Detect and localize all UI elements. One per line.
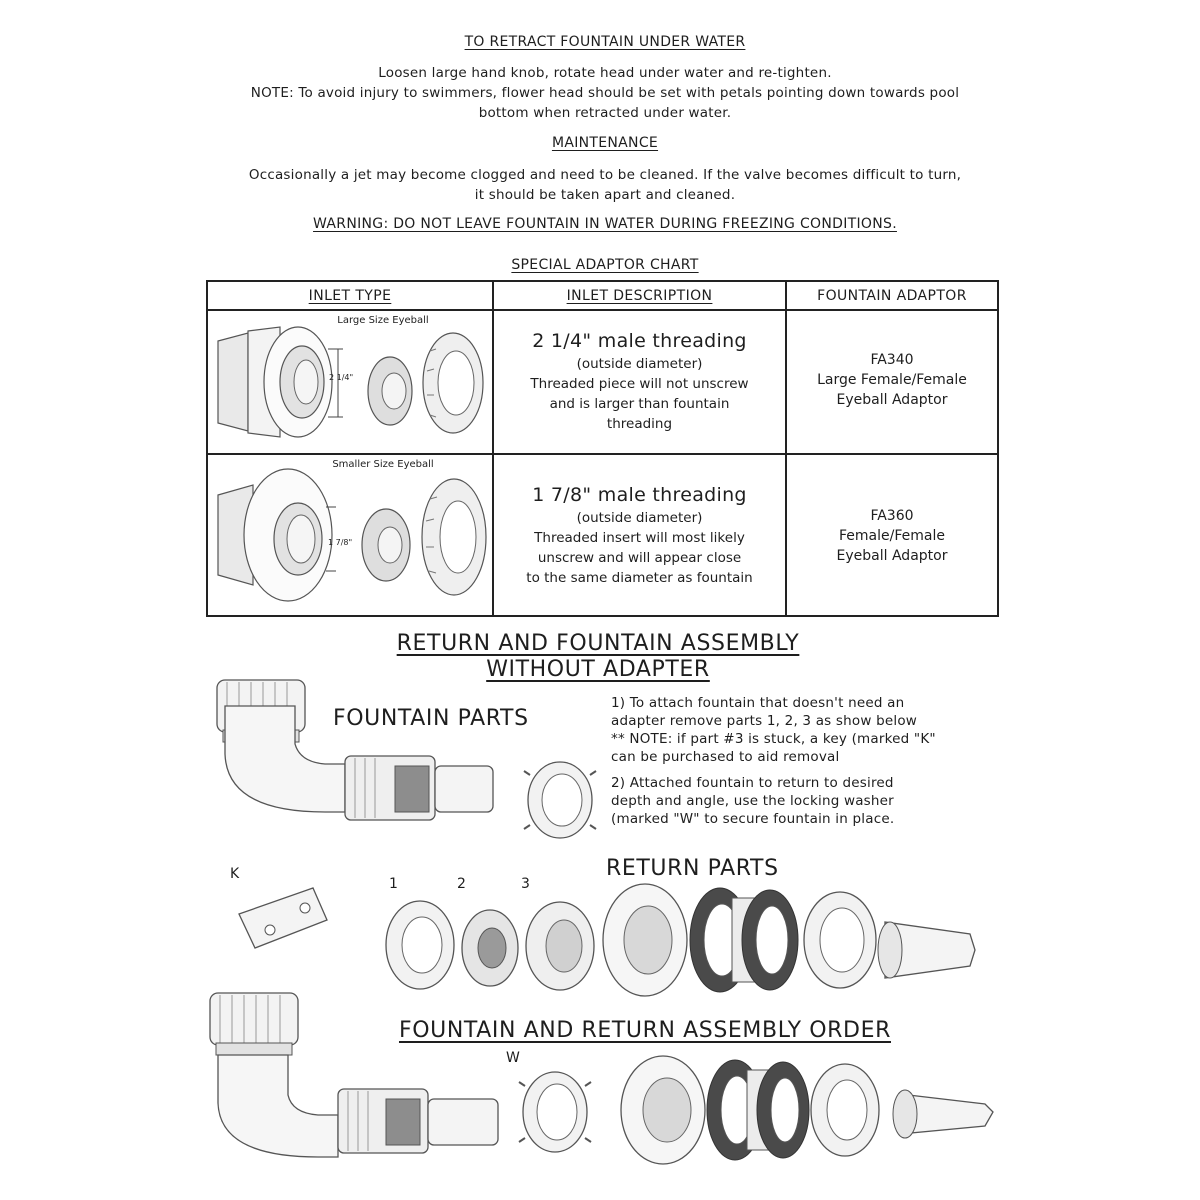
row2-desc-title: 1 7/8" male threading <box>532 484 747 506</box>
row2-desc-sub: (outside diameter) <box>576 510 703 526</box>
smaller-eyeball-image <box>208 455 492 615</box>
row1-desc-sub: (outside diameter) <box>576 356 703 372</box>
assembly-title-line1: RETURN AND FOUNTAIN ASSEMBLY <box>396 631 800 656</box>
part-1-label: 1 <box>389 876 398 892</box>
header-fountain-adaptor: FOUNTAIN ADAPTOR <box>817 288 967 304</box>
adaptor-chart-table <box>206 280 999 617</box>
locking-washer-illustration <box>520 755 600 845</box>
maintenance-heading: MAINTENANCE <box>551 135 659 151</box>
retract-note-line1: NOTE: To avoid injury to swimmers, flower head should be set with petals pointing down towards pool <box>250 85 960 101</box>
adaptor-name: Eyeball Adaptor <box>836 392 948 408</box>
image-caption: Large Size Eyeball <box>337 315 429 326</box>
fountain-parts-label: FOUNTAIN PARTS <box>333 706 529 731</box>
adaptor-model: FA360 <box>870 508 914 524</box>
image-caption: Smaller Size Eyeball <box>332 459 434 470</box>
retract-instruction: Loosen large hand knob, rotate head under water and re-tighten. <box>378 65 832 81</box>
instruction-line: 1) To attach fountain that doesn't need an <box>611 695 905 711</box>
bottom-fountain-illustration <box>200 985 510 1165</box>
large-eyeball-parts-illustration <box>208 311 492 453</box>
part-3-label: 3 <box>521 876 530 892</box>
part-2-label: 2 <box>457 876 466 892</box>
row1-desc-line: and is larger than fountain <box>549 396 730 412</box>
row2-desc-line: Threaded insert will most likely <box>534 530 745 546</box>
return-parts-illustration <box>380 880 1000 1000</box>
dimension-label: 2 1/4" <box>329 373 354 382</box>
instruction-line: can be purchased to aid removal <box>611 749 840 765</box>
header-inlet-type: INLET TYPE <box>308 288 392 304</box>
instruction-line: 2) Attached fountain to return to desired <box>611 775 894 791</box>
adaptor-name: Eyeball Adaptor <box>836 548 948 564</box>
row2-desc-line: unscrew and will appear close <box>537 550 742 566</box>
row1-adaptor <box>787 350 997 410</box>
fountain-elbow-assembly-illustration <box>205 670 515 840</box>
row1-desc-line: threading <box>606 416 673 432</box>
retract-heading: TO RETRACT FOUNTAIN UNDER WATER <box>464 34 746 50</box>
retract-note-line2: bottom when retracted under water. <box>478 105 732 121</box>
row1-description <box>494 328 785 434</box>
instruction-line: ** NOTE: if part #3 is stuck, a key (marked "K" <box>611 731 936 747</box>
return-parts-label: RETURN PARTS <box>606 856 779 881</box>
dimension-label: 1 7/8" <box>328 538 353 547</box>
assembly-order-illustration <box>515 1050 1005 1170</box>
row2-desc-line: to the same diameter as fountain <box>526 570 753 586</box>
removal-key-illustration <box>225 880 345 960</box>
warning-text: WARNING: DO NOT LEAVE FOUNTAIN IN WATER DURING FREEZING CONDITIONS. <box>313 216 897 232</box>
adaptor-model: FA340 <box>870 352 914 368</box>
row1-desc-title: 2 1/4" male threading <box>532 330 747 352</box>
instruction-line: adapter remove parts 1, 2, 3 as show below <box>611 713 918 729</box>
maintenance-line2: it should be taken apart and cleaned. <box>474 187 736 203</box>
assembly-instructions <box>611 694 936 828</box>
maintenance-line1: Occasionally a jet may become clogged and need to be cleaned. If the valve becomes difficult to turn, <box>248 167 962 183</box>
adaptor-type: Female/Female <box>839 528 945 544</box>
large-eyeball-image <box>208 311 492 453</box>
adaptor-chart-title: SPECIAL ADAPTOR CHART <box>511 257 699 273</box>
assembly-order-title: FOUNTAIN AND RETURN ASSEMBLY ORDER <box>398 1018 891 1043</box>
instruction-line: depth and angle, use the locking washer <box>611 793 894 809</box>
assembly-title-line2: WITHOUT ADAPTER <box>486 657 710 682</box>
header-inlet-description: INLET DESCRIPTION <box>566 288 713 304</box>
row1-desc-line: Threaded piece will not unscrew <box>530 376 749 392</box>
instruction-line: (marked "W" to secure fountain in place. <box>611 811 895 827</box>
row2-adaptor <box>787 506 997 566</box>
washer-label: W <box>506 1050 520 1066</box>
key-label: K <box>230 866 240 882</box>
row2-description <box>494 482 785 588</box>
adaptor-type: Large Female/Female <box>817 372 967 388</box>
smaller-eyeball-parts-illustration <box>208 455 492 615</box>
